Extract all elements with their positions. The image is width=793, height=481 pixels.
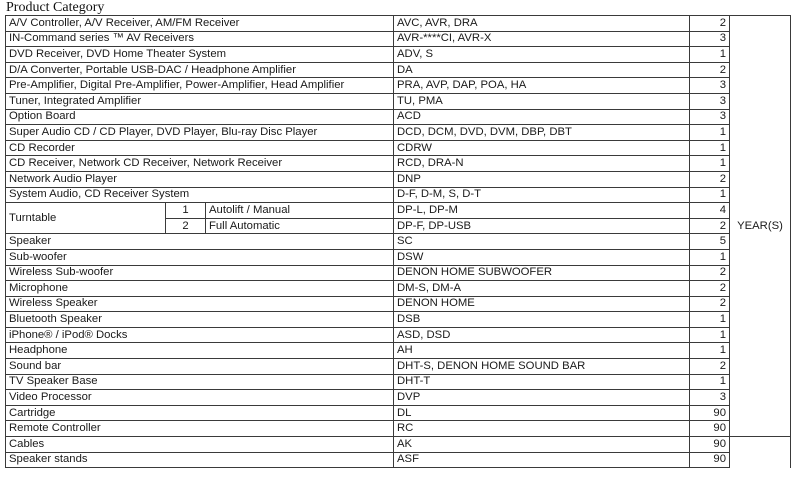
model-cell: AH <box>394 343 690 359</box>
table-row <box>6 125 791 141</box>
model-cell: PRA, AVP, DAP, POA, HA <box>394 78 690 94</box>
warranty-value-cell: 1 <box>690 140 730 156</box>
model-cell: ACD <box>394 109 690 125</box>
category-cell: D/A Converter, Portable USB-DAC / Headphone Amplifier <box>6 62 394 78</box>
warranty-value-cell: 2 <box>690 171 730 187</box>
warranty-value-cell: 1 <box>690 327 730 343</box>
model-cell: DHT-T <box>394 374 690 390</box>
warranty-value-cell: 1 <box>690 312 730 328</box>
category-cell: Speaker <box>6 234 394 250</box>
page-title: Product Category <box>6 0 105 15</box>
warranty-value-cell: 5 <box>690 234 730 250</box>
table-row <box>6 327 791 343</box>
category-cell: Wireless Speaker <box>6 296 394 312</box>
warranty-value-cell: 3 <box>690 109 730 125</box>
category-cell: DVD Receiver, DVD Home Theater System <box>6 47 394 63</box>
table-row <box>6 109 791 125</box>
category-cell: Sub-woofer <box>6 249 394 265</box>
warranty-table <box>5 15 791 468</box>
table-row <box>6 312 791 328</box>
table-row <box>6 16 791 32</box>
model-cell: DM-S, DM-A <box>394 281 690 297</box>
warranty-value-cell: 2 <box>690 16 730 32</box>
category-cell: TV Speaker Base <box>6 374 394 390</box>
category-cell: Cables <box>6 437 394 453</box>
category-cell: Sound bar <box>6 359 394 375</box>
table-row <box>6 374 791 390</box>
model-cell: TU, PMA <box>394 93 690 109</box>
table-row-turntable-1 <box>6 203 791 219</box>
warranty-value-cell: 3 <box>690 390 730 406</box>
model-cell: SC <box>394 234 690 250</box>
warranty-value-cell: 90 <box>690 405 730 421</box>
table-row <box>6 140 791 156</box>
category-cell: System Audio, CD Receiver System <box>6 187 394 203</box>
table-row <box>6 171 791 187</box>
unit-years-cell: YEAR(S) <box>730 16 791 437</box>
model-cell: DNP <box>394 171 690 187</box>
model-cell: AK <box>394 437 690 453</box>
category-cell-turntable: Turntable <box>6 203 166 234</box>
table-row <box>6 156 791 172</box>
model-cell: DENON HOME <box>394 296 690 312</box>
model-cell: D-F, D-M, S, D-T <box>394 187 690 203</box>
category-cell: A/V Controller, A/V Receiver, AM/FM Receiver <box>6 16 394 32</box>
table-row <box>6 343 791 359</box>
warranty-value-cell: 90 <box>690 452 730 468</box>
warranty-value-cell: 1 <box>690 125 730 141</box>
category-cell: CD Receiver, Network CD Receiver, Network Receiver <box>6 156 394 172</box>
turntable-subtype-label: Autolift / Manual <box>206 203 394 219</box>
turntable-subtype-number: 1 <box>166 203 206 219</box>
warranty-value-cell: 3 <box>690 31 730 47</box>
warranty-value-cell: 1 <box>690 187 730 203</box>
warranty-value-cell: 1 <box>690 47 730 63</box>
model-cell: DA <box>394 62 690 78</box>
warranty-value-cell: 3 <box>690 78 730 94</box>
warranty-value-cell: 90 <box>690 421 730 437</box>
warranty-value-cell: 2 <box>690 281 730 297</box>
model-cell: DSB <box>394 312 690 328</box>
table-row <box>6 31 791 47</box>
warranty-value-cell: 2 <box>690 218 730 234</box>
category-cell: Cartridge <box>6 405 394 421</box>
model-cell: CDRW <box>394 140 690 156</box>
category-cell: Bluetooth Speaker <box>6 312 394 328</box>
warranty-value-cell: 2 <box>690 265 730 281</box>
table-row <box>6 187 791 203</box>
category-cell: Super Audio CD / CD Player, DVD Player, Blu-ray Disc Player <box>6 125 394 141</box>
table-row <box>6 78 791 94</box>
warranty-value-cell: 4 <box>690 203 730 219</box>
model-cell: RC <box>394 421 690 437</box>
category-cell: Pre-Amplifier, Digital Pre-Amplifier, Power-Amplifier, Head Amplifier <box>6 78 394 94</box>
model-cell: ADV, S <box>394 47 690 63</box>
category-cell: Headphone <box>6 343 394 359</box>
warranty-value-cell: 2 <box>690 62 730 78</box>
category-cell: Option Board <box>6 109 394 125</box>
category-cell: Video Processor <box>6 390 394 406</box>
warranty-value-cell: 2 <box>690 296 730 312</box>
model-cell: ASF <box>394 452 690 468</box>
table-row <box>6 359 791 375</box>
table-row <box>6 47 791 63</box>
model-cell: DL <box>394 405 690 421</box>
model-cell: DHT-S, DENON HOME SOUND BAR <box>394 359 690 375</box>
model-cell: DENON HOME SUBWOOFER <box>394 265 690 281</box>
turntable-subtype-number: 2 <box>166 218 206 234</box>
model-cell: DVP <box>394 390 690 406</box>
category-cell: IN-Command series ™ AV Receivers <box>6 31 394 47</box>
table-row <box>6 234 791 250</box>
table-row <box>6 437 791 453</box>
warranty-value-cell: 90 <box>690 437 730 453</box>
table-row <box>6 405 791 421</box>
category-cell: iPhone® / iPod® Docks <box>6 327 394 343</box>
model-cell: DP-L, DP-M <box>394 203 690 219</box>
model-cell: AVR-****CI, AVR-X <box>394 31 690 47</box>
warranty-value-cell: 1 <box>690 249 730 265</box>
model-cell: AVC, AVR, DRA <box>394 16 690 32</box>
turntable-subtype-label: Full Automatic <box>206 218 394 234</box>
table-row <box>6 390 791 406</box>
table-row <box>6 62 791 78</box>
table-row <box>6 249 791 265</box>
table-row <box>6 281 791 297</box>
category-cell: Tuner, Integrated Amplifier <box>6 93 394 109</box>
model-cell: DCD, DCM, DVD, DVM, DBP, DBT <box>394 125 690 141</box>
warranty-value-cell: 1 <box>690 156 730 172</box>
warranty-value-cell: 1 <box>690 343 730 359</box>
category-cell: Wireless Sub-woofer <box>6 265 394 281</box>
model-cell: RCD, DRA-N <box>394 156 690 172</box>
table-row <box>6 265 791 281</box>
table-row <box>6 93 791 109</box>
warranty-value-cell: 1 <box>690 374 730 390</box>
category-cell: Remote Controller <box>6 421 394 437</box>
warranty-value-cell: 3 <box>690 93 730 109</box>
table-row <box>6 452 791 468</box>
category-cell: Microphone <box>6 281 394 297</box>
table-row <box>6 421 791 437</box>
table-row <box>6 296 791 312</box>
model-cell: DP-F, DP-USB <box>394 218 690 234</box>
category-cell: Network Audio Player <box>6 171 394 187</box>
category-cell: CD Recorder <box>6 140 394 156</box>
model-cell: ASD, DSD <box>394 327 690 343</box>
model-cell: DSW <box>394 249 690 265</box>
category-cell: Speaker stands <box>6 452 394 468</box>
warranty-value-cell: 2 <box>690 359 730 375</box>
